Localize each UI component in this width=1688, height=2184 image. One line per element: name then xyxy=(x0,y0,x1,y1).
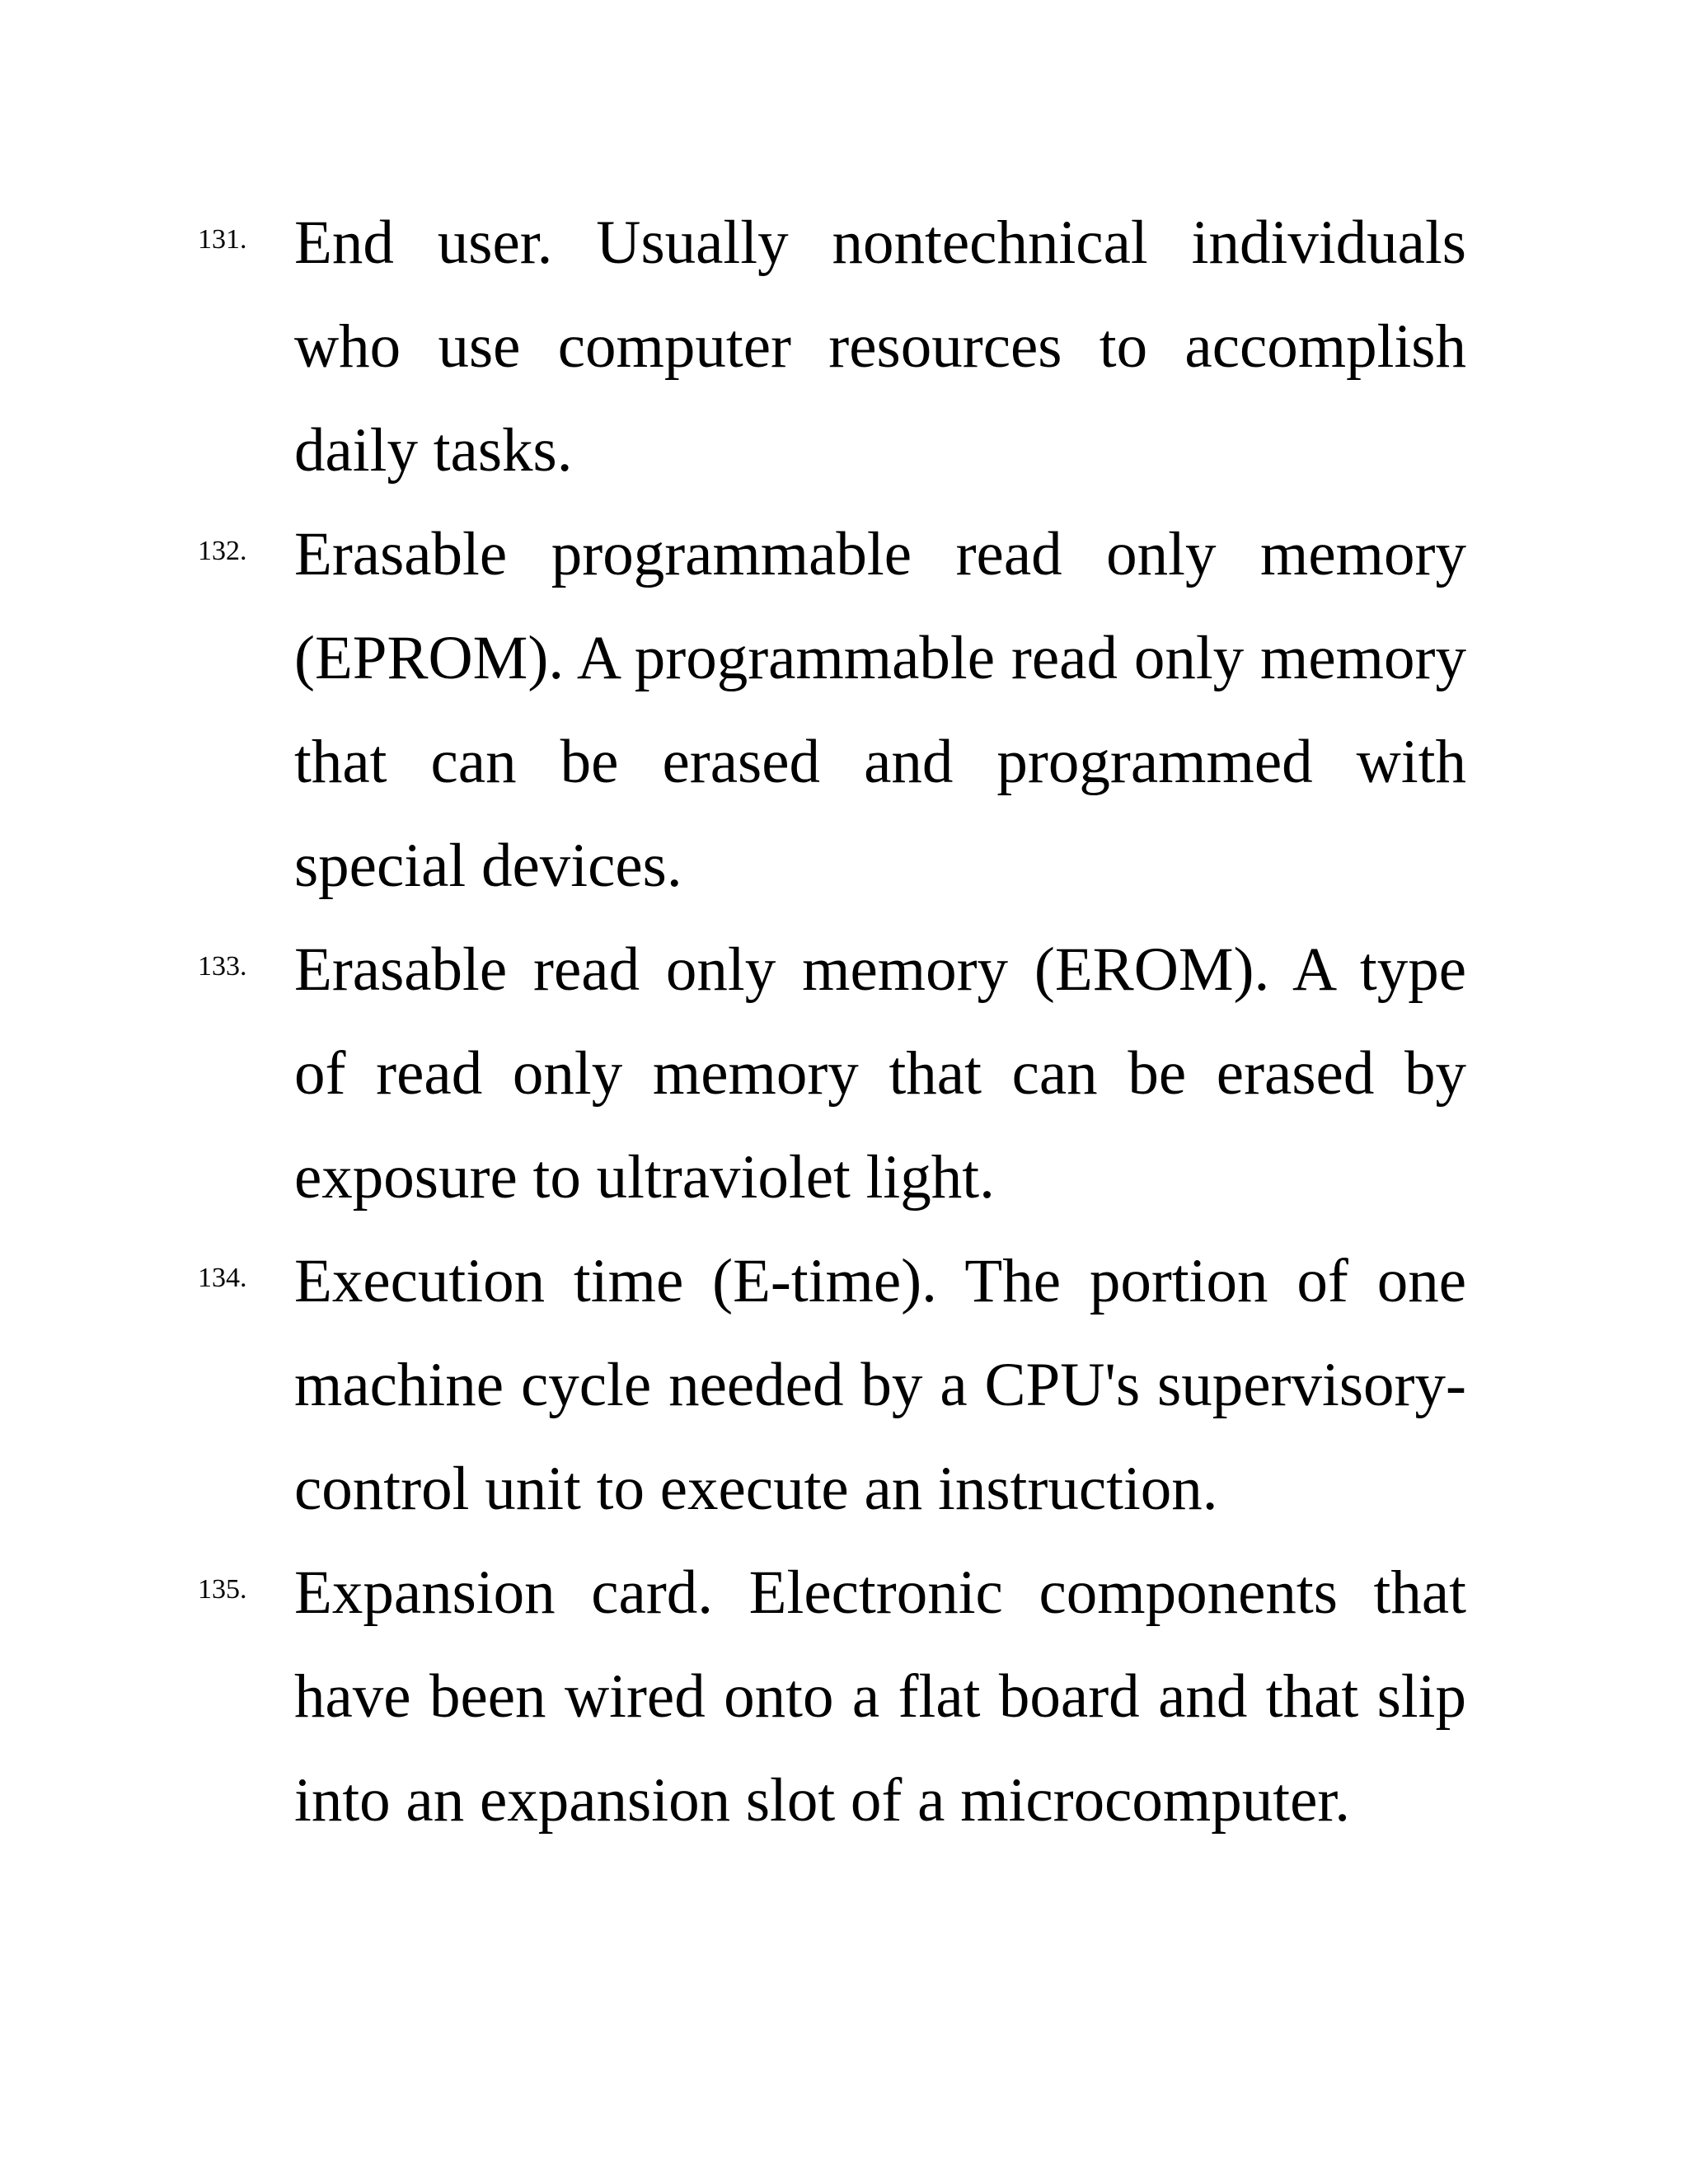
entry-number: 132. xyxy=(198,536,247,566)
glossary-entry-134 xyxy=(0,1230,1688,1541)
entry-number: 131. xyxy=(198,224,247,255)
entry-definition: Erasable programmable read only memory (EPROM). A programmable read only memory that can be erased and programmed with special devices. xyxy=(294,520,1466,900)
glossary-entry-135 xyxy=(0,1541,1688,1853)
glossary-list xyxy=(0,191,1688,1853)
entry-definition: Erasable read only memory (EROM). A type of read only memory that can be erased by exposure to ultraviolet light. xyxy=(294,935,1466,1212)
entry-number: 134. xyxy=(198,1263,247,1293)
glossary-entry-132 xyxy=(0,503,1688,918)
entry-number: 133. xyxy=(198,951,247,982)
entry-definition: Execution time (E-time). The portion of one machine cycle needed by a CPU's supervisory-control unit to execute an instruction. xyxy=(294,1247,1466,1523)
entry-definition: End user. Usually nontechnical individuals who use computer resources to accomplish daily tasks. xyxy=(294,209,1466,485)
glossary-entry-133 xyxy=(0,918,1688,1230)
entry-number: 135. xyxy=(198,1574,247,1605)
glossary-entry-131 xyxy=(0,191,1688,503)
entry-definition: Expansion card. Electronic components that have been wired onto a flat board and that slip into an expansion slot of a microcomputer. xyxy=(294,1558,1466,1835)
